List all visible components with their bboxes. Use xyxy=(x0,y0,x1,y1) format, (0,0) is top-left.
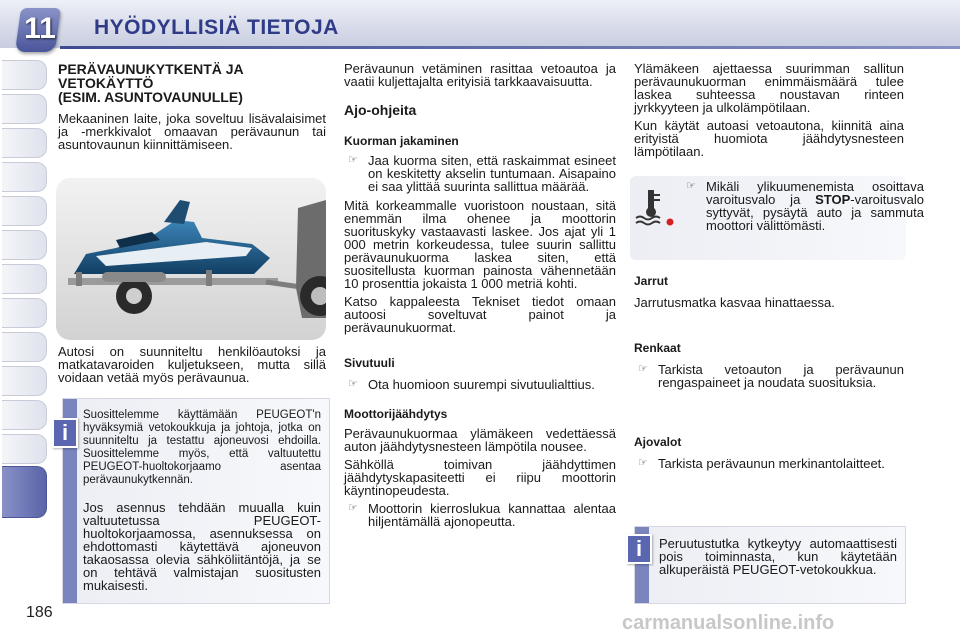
chapter-number: 11 xyxy=(24,12,56,45)
bullet-text: Ota huomioon suurempi sivutuulialttius. xyxy=(368,377,595,392)
column-2 xyxy=(344,62,616,528)
pointer-icon: ☞ xyxy=(638,457,648,469)
specs-paragraph: Katso kappaleesta Tekniset tiedot omaan autoosi soveltuvat painot ja perävaunukuormat. xyxy=(344,294,616,335)
heading-line: VETOKÄYTTÖ xyxy=(58,75,154,91)
chapter-tab[interactable] xyxy=(2,264,47,294)
trailer-post xyxy=(206,270,212,286)
pointer-icon: ☞ xyxy=(348,154,358,166)
subheading-brakes: Jarrut xyxy=(634,274,669,288)
coolant-temperature-icon xyxy=(634,186,674,226)
subheading-lights: Ajovalot xyxy=(634,435,682,449)
bullet-tyres xyxy=(634,363,904,389)
info-text-small: Suosittelemme käyttämään PEUGEOT'n hyväksymiä vetokoukkuja ja johtoja, jotka on suunniteltu ja testattu ajoneuvosi ehdoilla. Suosittelemme myös, että valtuutettu PEUGEOT-huoltokorjaamo asentaa perävaunukytkennän. xyxy=(83,409,321,486)
subheading-load: Kuorman jakaminen xyxy=(344,134,459,148)
chapter-tab[interactable] xyxy=(2,94,47,124)
driving-tips-title: Ajo-ohjeita xyxy=(344,102,417,118)
altitude-paragraph: Mitä korkeammalle vuoristoon noustaan, sitä enemmän ilma ohenee ja moottorin suorituskyky vastaavasti laskee. Jos ajat yli 1 000 metrin korkeudessa, tulee suurin sallittu perävaunukuorma laskea siten, että suositellusta kuorman painosta vähennetään 10 prosenttia jokaista 1 000 metriä kohti. xyxy=(344,198,616,291)
chapter-tab[interactable] xyxy=(2,434,47,464)
bullet-text: Moottorin kierroslukua kannattaa alentaa hiljentämällä ajonopeutta. xyxy=(368,501,616,529)
info-icon: i xyxy=(626,534,652,564)
chapter-tab[interactable] xyxy=(2,162,47,192)
cooling-paragraph-2: Sähköllä toimivan jäähdyttimen jäähdytyskapasiteetti ei riipu moottorin käyntinopeudesta. xyxy=(344,457,616,498)
page-title: HYÖDYLLISIÄ TIETOJA xyxy=(94,16,339,39)
trailer-jetski-illustration xyxy=(56,178,326,340)
section-heading xyxy=(58,62,326,104)
chapter-tab[interactable] xyxy=(2,60,47,90)
column-1-lower xyxy=(58,345,326,389)
chapter-tab-active[interactable] xyxy=(2,466,47,518)
column-3 xyxy=(634,62,904,163)
bullet-text: Jaa kuorma siten, että raskaimmat esineet on keskitetty akselin tuntumaan. Aisapaino ei saa ylittää suurinta sallittua määrää. xyxy=(368,153,616,194)
bullet-lights xyxy=(634,457,904,470)
towing-paragraph: Autosi on suunniteltu henkilöautoksi ja matkatavaroiden kuljetukseen, mutta sillä voidaan vetää myös perävaunua. xyxy=(58,344,326,385)
page-number: 186 xyxy=(26,604,53,621)
bullet-cooling xyxy=(344,502,616,528)
chapter-tab[interactable] xyxy=(2,196,47,226)
chapter-tab[interactable] xyxy=(2,400,47,430)
bullet-stop xyxy=(682,180,924,232)
trailer-frame xyxy=(68,278,278,285)
bullet-wind xyxy=(344,378,616,391)
watermark: carmanualsonline.info xyxy=(622,612,835,634)
chapter-tab[interactable] xyxy=(2,230,47,260)
chapter-tab[interactable] xyxy=(2,128,47,158)
bullet-load xyxy=(344,154,616,193)
chapter-tab[interactable] xyxy=(2,332,47,362)
subheading-cooling: Moottorijäähdytys xyxy=(344,407,448,421)
subheading-tyres: Renkaat xyxy=(634,341,681,355)
stop-label: STOP xyxy=(815,192,851,207)
heading-line: PERÄVAUNUKYTKENTÄ JA xyxy=(58,61,244,77)
coolant-paragraph: Kun käytät autoasi vetoautona, kiinnitä aina erityistä huomiota jäähdytysnesteen lämpötilaan. xyxy=(634,118,904,159)
info-text: Jos asennus tehdään muualla kuin valtuutetussa PEUGEOT-huoltokorjaamossa, asennuksessa on ehdottomasti käytettävä ajoneuvon takaosassa olevia sähköliitäntöjä, ja se on tehtävä valmistajan suositusten mukaisesti. xyxy=(83,500,321,593)
subheading-wind: Sivutuuli xyxy=(344,356,395,370)
column-1 xyxy=(58,62,326,156)
pointer-icon: ☞ xyxy=(348,502,358,514)
bullet-text: Tarkista perävaunun merkinantolaitteet. xyxy=(658,456,885,471)
bullet-text: Mikäli ylikuumenemista osoittava varoitusvalo ja xyxy=(706,179,924,207)
bullet-text: Tarkista vetoauton ja perävaunun rengaspaineet ja noudata suosituksia. xyxy=(658,362,904,390)
column-3-lower xyxy=(634,274,904,470)
trailer-fender xyxy=(102,272,166,282)
info-icon: i xyxy=(52,418,78,448)
uphill-paragraph: Ylämäkeen ajettaessa suurimman sallitun perävaunukuorman enimmäismäärä tulee laskea suhteessa noustavan rinteen jyrkkyyteen ja ulkolämpötilaan. xyxy=(634,61,904,115)
intro-paragraph: Perävaunun vetäminen rasittaa vetoautoa ja vaatii kuljettajalta erityisiä tarkkaavaisuutta. xyxy=(344,61,616,89)
trailer-post xyxy=(76,272,82,286)
trailer-hub xyxy=(126,288,142,304)
intro-paragraph: Mekaaninen laite, joka soveltuu lisävalaisimet ja -merkkivalot omaavan perävaunun tai asuntovaunun kiinnittämiseen. xyxy=(58,111,326,152)
info-text: Peruutustutka kytkeytyy automaattisesti pois toiminnasta, kun käytetään alkuperäistä PEUGEOT-vetokoukkua. xyxy=(659,536,897,577)
warning-box xyxy=(630,176,924,260)
header-divider xyxy=(60,46,960,49)
brakes-paragraph: Jarrutusmatka kasvaa hinattaessa. xyxy=(634,295,835,310)
warning-dot xyxy=(667,219,674,226)
pointer-icon: ☞ xyxy=(638,363,648,375)
cooling-paragraph-1: Perävaunukuormaa ylämäkeen vedettäessä auton jäähdytysnesteen lämpötila nousee. xyxy=(344,426,616,454)
heading-line: (ESIM. ASUNTOVAUNULLE) xyxy=(58,89,243,105)
pointer-icon: ☞ xyxy=(686,180,696,192)
pointer-icon: ☞ xyxy=(348,378,358,390)
info-box-parking-sensors xyxy=(634,526,906,604)
info-box-recommendation xyxy=(62,398,330,604)
chapter-tab[interactable] xyxy=(2,366,47,396)
bullet-text: -varoitusvalo syttyvät, pysäytä auto ja sammuta moottori välittömästi. xyxy=(706,192,924,233)
chapter-tab[interactable] xyxy=(2,298,47,328)
